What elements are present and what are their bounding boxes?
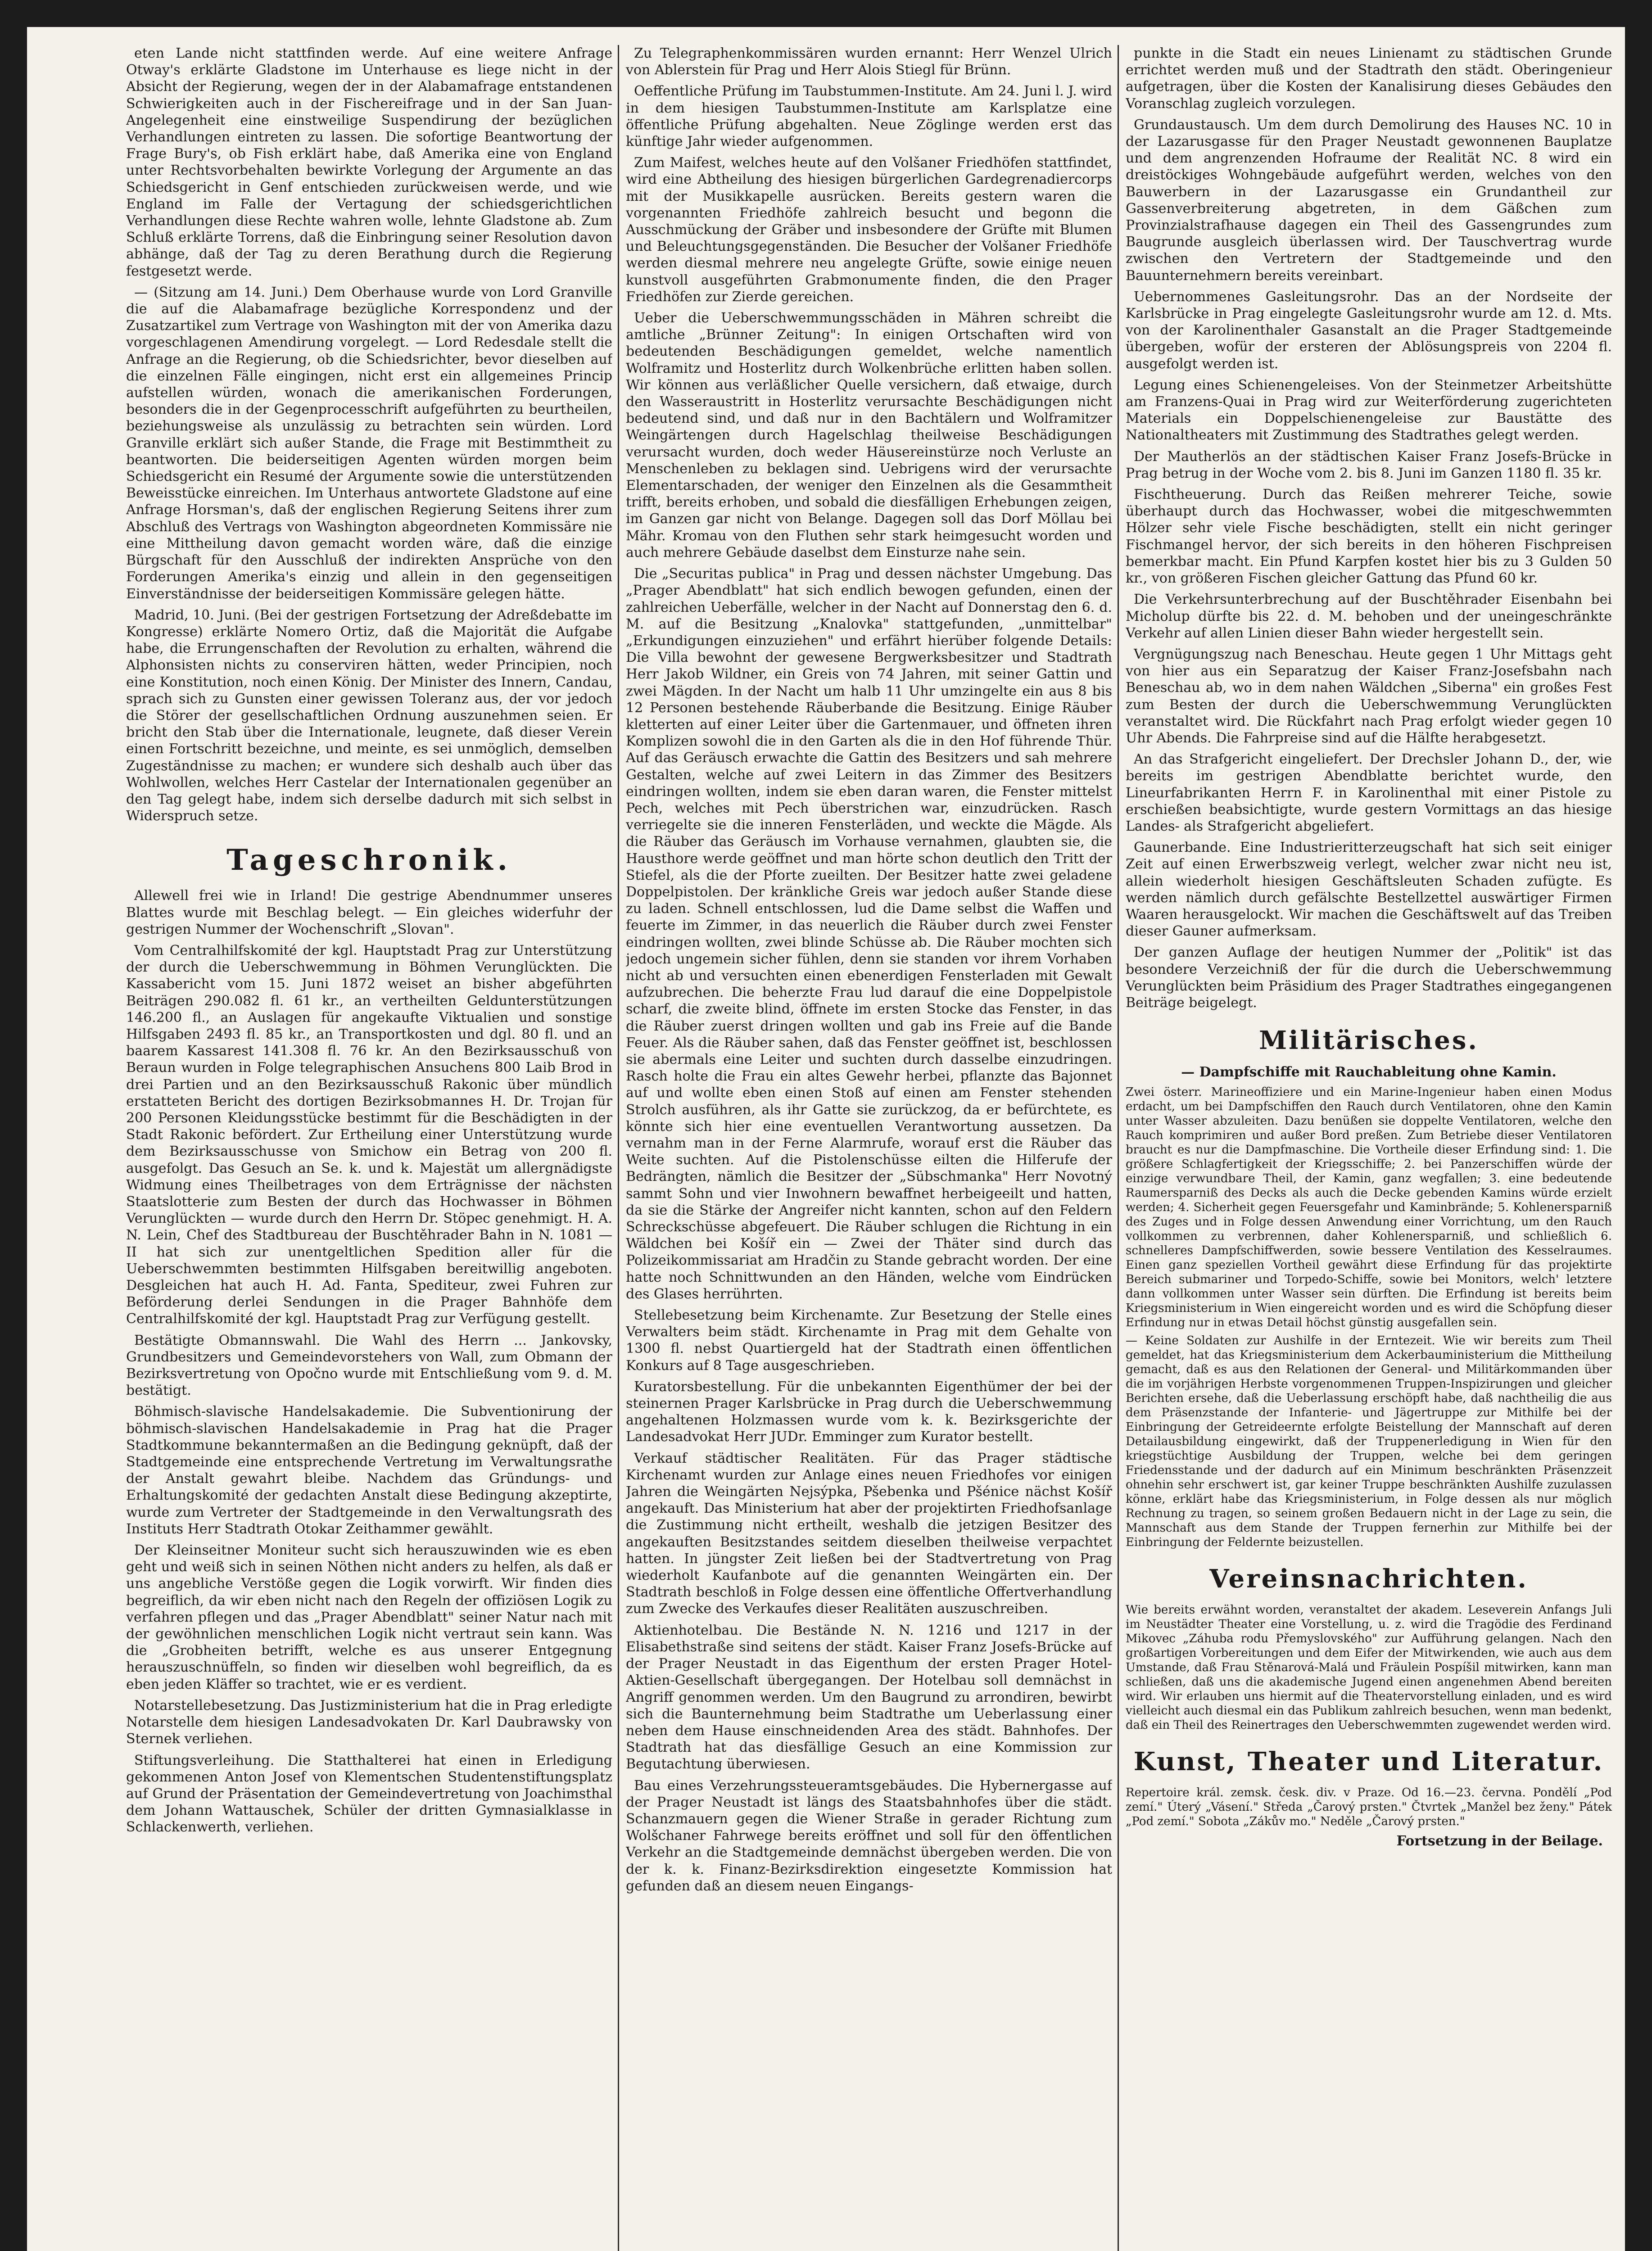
article-paragraph: — (Sitzung am 14. Juni.) Dem Oberhause wurde von Lord Granville die auf die Alabamafrage bezügliche Korrespondenz und der Zusatzartikel zum Vertrage von Washington mit der von Amerika dazu vorgeschlagenen Amendirung vorgelegt. — Lord Redesdale stellt die Anfrage an die Regierung, ob die Schiedsrichter, bevor dieselben auf die einzelnen Fälle eingingen, nicht erst ein allgemeines Princip aufstellen würden, wonach die amerikanischen Forderungen, besonders die in der Gegenprocesschrift aufgeführten zu beurtheilen, beziehungsweise als unzulässig zu betrachten sein würden. Lord Granville erklärt sich außer Stande, die Frage mit Bestimmtheit zu beantworten. Die beiderseitigen Agenten würden morgen beim Schiedsgericht ein Resumé der Argumente sowie die unterstützenden Beweisstücke einreichen. Im Unterhaus antwortete Gladstone auf eine Anfrage Horsman's, daß der englischen Regierung Seitens ihrer zum Abschluß des Vertrags von Washington abgeordneten Kommissäre nie eine Mittheilung davon gemacht worden wäre, daß die einzige Bürgschaft für den Ausschluß der indirekten Ansprüche von den Forderungen Amerika's einzig und allein in den gegenseitigen Einverständnisse der beiderseitigen Kommissäre gelegen hätte. <box>126 284 612 602</box>
article-paragraph: Stiftungsverleihung. Die Statthalterei hat einen in Erledigung gekommenen Anton Josef von Klementschen Studentenstiftungsplatz auf Grund der Präsentation der Gemeindevertretung von Joachimsthal dem Johann Wattauschek, Schüler der dritten Gymnasialklasse in Schlackenwerth, verliehen. <box>126 1752 612 1835</box>
article-paragraph: Die Verkehrsunterbrechung auf der Buschtěhrader Eisenbahn bei Micholup dürfte bis 22. d. M. behoben und der uneingeschränkte Verkehr auf allen Linien dieser Bahn wieder hergestellt sein. <box>1126 592 1612 641</box>
article-paragraph: Zum Maifest, welches heute auf den Volšaner Friedhöfen stattfindet, wird eine Abtheilung des hiesigen bürgerlichen Gardegrenadiercorps mit der Musikkapelle ausrücken. Bereits gestern waren die vorgenannten Friedhöfe zahlreich besucht und begonn die Ausschmückung der Gräber und insbesondere der Grüfte mit Blumen und Beleuchtungsgegenständen. Die Besucher der Volšaner Friedhöfe werden diesmal mehrere neu angelegte Grüfte, sowie einige neuen kunstvoll ausgeführten Grabmonumente finden, die den Prager Friedhöfen zur Zierde gereichen. <box>626 155 1112 305</box>
article-paragraph: Kuratorsbestellung. Für die unbekannten Eigenthümer der bei der steinernen Prager Karlsbrücke in Prag durch die Ueberschwemmung angehaltenen Holzmassen wurde vom k. k. Bezirksgerichte der Landesadvokat Herr JUDr. Emminger zum Kurator bestellt. <box>626 1379 1112 1445</box>
article-paragraph: Grundaustausch. Um dem durch Demolirung des Hauses NC. 10 in der Lazarusgasse für den Prager Neustadt gewonnenen Bauplatze und dem angrenzenden Hofraume der Realität NC. 8 wird ein dreistöckiges Wohngebäude aufgeführt werden, welches von den Bauwerbern in der Lazarusgasse ein Grundantheil zur Gassenverbreiterung abgetreten, in dem Gäßchen zum Provinzialstrafhause dagegen ein Theil des Gassengrundes zum Baugrunde ausgleich überlassen wird. Der Tauschvertrag wurde zwischen den Vertretern der Stadtgemeinde und den Bauunternehmern bereits vereinbart. <box>1126 117 1612 284</box>
article-paragraph: Der ganzen Auflage der heutigen Nummer der „Politik" ist das besondere Verzeichniß der für die durch die Ueberschwemmung Verunglückten beim Präsidium des Prager Stadtrathes eingegangenen Beiträge beigelegt. <box>1126 945 1612 1011</box>
continuation-note: Fortsetzung in der Beilage. <box>1396 1833 1603 1849</box>
section-title: Militärisches. <box>1259 1026 1479 1056</box>
article-paragraph: Der Mautherlös an der städtischen Kaiser Franz Josefs-Brücke in Prag betrug in der Woche vom 2. bis 8. Juni im Ganzen 1180 fl. 35 kr. <box>1126 448 1612 481</box>
article-paragraph: — Keine Soldaten zur Aushilfe in der Erntezeit. Wie wir bereits zum Theil gemeldet, hat das Kriegsministerium dem Ackerbauministerium die Mittheilung gemacht, daß es aus den Relationen der General- und Militärkommanden über die im vorjährigen Herbste vorgenommenen Truppen-Inspizirungen und gleicher Berichten ersehe, daß die Ueberlassung erschöpft habe, daß nachtheilig die aus dem Präsenzstande der Infanterie- und Jägertruppe zur Mithilfe bei der Einbringung der Getreideernte erfolgte Beistellung der Mannschaft auf deren Detailausbildung eingewirkt, daß der Truppenerledigung in Wien für den kriegstüchtige Ausbildung der Truppen, welche bei dem geringen Friedensstande und der dadurch auf ein Minimum beschränkten Präsenzzeit ohnehin sehr erschwert ist, gar keiner Truppe beschränkten Aushilfe zuzulassen könne, erklärt habe das Kriegsministerium, in Folge dessen als nur möglich Rechnung zu tragen, so seinem großen Bedauern nicht in der Lage zu sein, die Mannschaft aus dem Stande der Truppen fernerhin zur Mithilfe bei der Einbringung der Feldernte beizustellen. <box>1126 1334 1612 1550</box>
article-subtitle: — Dampfschiffe mit Rauchableitung ohne Kamin. <box>1181 1064 1557 1080</box>
article-paragraph: Vom Centralhilfskomité der kgl. Hauptstadt Prag zur Unterstützung der durch die Ueberschwemmung in Böhmen Verunglückten. Die Kassabericht vom 15. Juni 1872 weiset an bisher abgeführten Beiträgen 290.082 fl. 61 kr., an vertheilten Geldunterstützungen 146.200 fl., an Auslagen für angekaufte Viktualien und sonstige Hilfsgaben 2493 fl. 85 kr., an Transportkosten und dgl. 80 fl. und an baarem Kassarest 141.308 fl. 76 kr. An den Bezirksausschuß von Beraun wurden in Folge telegraphischen Ansuchens 800 Laib Brod in drei Partien und an den Bezirksausschuß Rakonic über mündlich erstatteten Bericht des dortigen Bezirksobmannes H. Dr. Trojan für 200 Personen Kleidungsstücke bestimmt für die Beschädigten in der Stadt Rakonic befördert. Zur Ertheilung einer Unterstützung wurde dem Bezirksausschusse von Smichow ein Betrag von 200 fl. ausgefolgt. Das Gesuch an Se. k. und k. Majestät um allergnädigste Widmung eines Theilbetrages von dem Erträgnisse der nächsten Staatslotterie zum Besten der durch das Hochwasser in Böhmen Verunglückten — wurde durch den Herrn Dr. Stöpec genehmigt. H. A. N. Lein, Chef des Stadtbureau der Buschtěhrader Bahn in N. 1081 — II hat sich zur unentgeltlichen Spedition aller für die Ueberschwemmten bestimmten Hilfsgaben bereitwillig angeboten. Desgleichen hat auch H. Ad. Fanta, Spediteur, zwei Fuhren zur Beförderung derlei Sendungen in die Prager Bahnhöfe dem Centralhilfskomité der kgl. Hauptstadt Prag zur Verfügung gestellt. <box>126 942 612 1327</box>
article-paragraph: punkte in die Stadt ein neues Linienamt zu städtischen Grunde errichtet werden muß und der Stadtrath den städt. Oberingenieur aufgetragen, über die Kosten der Kanalisirung dieses Gebäudes den Voranschlag zugleich vorzulegen. <box>1126 45 1612 112</box>
newspaper-page <box>27 27 1625 2251</box>
column-2 <box>626 45 1112 2251</box>
column-3 <box>1126 45 1612 2251</box>
article-paragraph: Verkauf städtischer Realitäten. Für das Prager städtische Kirchenamt wurden zur Anlage eines neuen Friedhofes vor einigen Jahren die Weingärten Nejsýpka, Pšebenka und Pšénice nächst Košíř angekauft. Das Ministerium hat aber der projektirten Friedhofsanlage die Zustimmung nicht ertheilt, weshalb die jetzigen Besitzer des angekauften Besitzstandes seitdem dieselben theilweise verpachtet hatten. In jüngster Zeit ließen bei der Stadtvertretung von Prag wiederholt Kaufanbote auf die genannten Weingärten ein. Der Stadtrath beschloß in Folge dessen eine öffentliche Offertverhandlung zum Zwecke des Verkaufes dieser Realitäten auszuschreiben. <box>626 1450 1112 1617</box>
article-paragraph: Madrid, 10. Juni. (Bei der gestrigen Fortsetzung der Adreßdebatte im Kongresse) erklärte Nomero Ortiz, daß die Majorität die Aufgabe habe, die Errungenschaften der Revolution zu erhalten, während die Alphonsisten nichts zu conserviren hätten, weder Principien, noch eine Konstitution, noch einen König. Der Minister des Innern, Candau, sprach sich zu Gunsten einer gewissen Toleranz aus, der vor jedoch die Störer der gesellschaftlichen Ordnung auszunehmen seien. Er bricht den Stab über die Internationale, leugnete, daß dieser Verein einen Fortschritt bezeichne, und meinte, es sei unmöglich, demselben Zugeständnisse zu machen; er wundere sich deshalb auch über das Wohlwollen, welches Herr Castelar der Internationalen gegenüber an den Tag gelegt habe, indem sich derselbe dadurch mit sich selbst in Widerspruch setze. <box>126 607 612 824</box>
article-paragraph: Zwei österr. Marineoffiziere und ein Marine-Ingenieur haben einen Modus erdacht, um bei Dampfschiffen den Rauch durch Ventilatoren, ohne den Kamin unter Wasser abzuleiten. Dazu benüßen sie doppelte Ventilatoren, welche den Rauch komprimiren und außer Bord preßen. Zum Betriebe dieser Ventilatoren braucht es nur die Dampfmaschine. Die Vortheile dieser Erfindung sind: 1. Die größere Schlagfertigkeit der Kriegsschiffe; 2. bei Panzerschiffen würde der einzige verwundbare Theil, der Kamin, ganz wegfallen; 3. eine bedeutende Raumersparniß des Decks als auch die Decke gebenden Kamins würde erzielt werden; 4. Sicherheit gegen Feuersgefahr und Kaminbrände; 5. Kohlenersparniß des Zuges und in Folge dessen Anwendung einer Vorrichtung, um den Rauch vollkommen zu verbrennen, daher Kohlenersparniß, und schließlich 6. schnelleres Dampfschiffwerden, sowie bessere Ventilation des Kesselraumes. Einen ganz speziellen Vortheil gewährt diese Erfindung für das projektirte Bereich submariner und Torpedo-Schiffe, sowie bei Monitors, welch' letztere dann vollkommen unter Wasser sein dürften. Die Erfindung ist bereits beim Kriegsministerium in Wien eingereicht worden und es wird die Schöpfung dieser Erfindung nur in etwas Detail höchst günstig ausgefallen sein. <box>1126 1085 1612 1330</box>
column-rule <box>618 45 619 2251</box>
article-paragraph: Repertoire král. zemsk. česk. div. v Praze. Od 16.—23. června. Pondělí „Pod zemí." Úterý „Vásení." Středa „Čarový prsten." Čtvrtek „Manžel bez ženy." Pátek „Pod zemí." Sobota „Zákův mo." Neděle „Čarový prsten." <box>1126 1786 1612 1829</box>
article-paragraph: Legung eines Schienengeleises. Von der Steinmetzer Arbeitshütte am Franzens-Quai in Prag wird zur Weiterförderung zugerichteten Materials ein Doppelschienengeleise zur Baustätte des Nationaltheaters mit Zustimmung des Stadtrathes gelegt werden. <box>1126 377 1612 443</box>
article-paragraph: Vergnügungszug nach Beneschau. Heute gegen 1 Uhr Mittags geht von hier aus ein Separatzug der Kaiser Franz-Josefsbahn nach Beneschau ab, wo in dem nahen Wäldchen „Siberna" ein großes Fest zum Besten der durch die Ueberschwemmung Verunglückten veranstaltet wird. Die Rückfahrt nach Prag erfolgt wieder gegen 10 Uhr Abends. Die Fahrpreise sind auf die Hälfte herabgesetzt. <box>1126 646 1612 746</box>
article-paragraph: Notarstellebesetzung. Das Justizministerium hat die in Prag erledigte Notarstelle dem hiesigen Landesadvokaten Dr. Karl Daubrawsky von Sternek verliehen. <box>126 1697 612 1747</box>
section-title: Kunst, Theater und Literatur. <box>1133 1747 1604 1777</box>
article-paragraph: eten Lande nicht stattfinden werde. Auf eine weitere Anfrage Otway's erklärte Gladstone im Unterhause es liege nicht in der Absicht der Regierung, wegen der in der Alabamafrage entstandenen Schwierigkeiten auch in der Fischereifrage und in der San Juan-Angelegenheit eine einstweilige Suspendirung der bezüglichen Verhandlungen eintreten zu lassen. Die sofortige Beantwortung der Frage Bury's, ob Fish erklärt habe, daß Amerika eine von England unter Rechtsvorbehalten bewirkte Vorlegung der Argumente an das Schiedsgericht in Genf entschieden zurückweisen werde, und wie England im Falle der Vertagung der schiedsgerichtlichen Verhandlungen diese Rechte wahren wolle, lehnte Gladstone ab. Zum Schluß erklärte Torrens, daß die Einbringung seiner Resolution davon abhänge, daß der Tag zu deren Berathung durch die Regierung festgesetzt werde. <box>126 45 612 279</box>
article-paragraph: Bestätigte Obmannswahl. Die Wahl des Herrn ... Jankovsky, Grundbesitzers und Gemeindevorstehers von Wall, zum Obmann der Bezirksvertretung von Opočno wurde mit Entschließung vom 9. d. M. bestätigt. <box>126 1332 612 1399</box>
article-paragraph: An das Strafgericht eingeliefert. Der Drechsler Johann D., der, wie bereits im gestrigen Abendblatte berichtet wurde, den Lineurfabrikanten Herrn F. in Karolinenthal mit einer Pistole zu erschießen beabsichtigte, wurde gestern Vormittags an das hiesige Landes- als Strafgericht abgeliefert. <box>1126 751 1612 834</box>
section-title: Tageschronik. <box>226 843 512 877</box>
article-paragraph: Gaunerbande. Eine Industrieritterzeugschaft hat sich seit einiger Zeit auf einen Erwerbszweig verlegt, welcher zwar nicht neu ist, allein wiederholt hiesigen Geschäftsleuten Schaden zufügte. Es werden nämlich durch gefälschte Bestellzettel auswärtiger Firmen Waaren herausgelockt. Wir machen die Geschäftswelt auf das Treiben dieser Gauner aufmerksam. <box>1126 840 1612 940</box>
article-paragraph: Der Kleinseitner Moniteur sucht sich herauszuwinden wie es eben geht und weiß sich in seinen Nöthen nicht anders zu helfen, als daß er uns angebliche Verstöße gegen die Logik vorwirft. Wir finden dies begreiflich, da wir eben nicht nach den Regeln der offiziösen Logik zu verfahren pflegen und das „Prager Abendblatt" seiner Natur nach mit der gewöhnlichen menschlichen Logik nicht vertraut sein kann. Was die „Grobheiten betrifft, welche es aus unserer Entgegnung herauszuschnüffeln, so finden wir dieselben wohl begreiflich, da es eben jeden Kläffer so trachtet, wie er es verdient. <box>126 1542 612 1692</box>
article-paragraph: Allewell frei wie in Irland! Die gestrige Abendnummer unseres Blattes wurde mit Beschlag belegt. — Ein gleiches widerfuhr der gestrigen Nummer der Wochenschrift „Slovan". <box>126 888 612 937</box>
article-paragraph: Die „Securitas publica" in Prag und dessen nächster Umgebung. Das „Prager Abendblatt" hat sich endlich bewogen gefunden, einen der zahlreichen Ueberfälle, welcher in der Nacht auf Donnerstag den 6. d. M. auf die Besitzung „Knalovka" stattgefunden, „unmittelbar" „Erkundigungen einzuziehen" und erfährt hierüber folgende Details: Die Villa bewohnt der gewesene Bergwerksbesitzer und Stadtrath Herr Jakob Wildner, ein Greis von 74 Jahren, mit seiner Gattin und zwei Mägden. In der Nacht um halb 11 Uhr umzingelte ein aus 8 bis 12 Personen bestehende Räuberbande die Besitzung. Einige Räuber kletterten auf einer Leiter über die Gartenmauer, und öffneten ihren Komplizen sowohl die in den Garten als die in den Hof führende Thür. Auf das Geräusch erwachte die Gattin des Besitzers und sah mehrere Gestalten, welche auf zwei Leitern in das Zimmer des Besitzers eindringen wollten, indem sie eben daran waren, die Fenster mittelst Pech, welches mit Pech überstrichen war, einzudrücken. Rasch verriegelte sie die inneren Fensterläden, und weckte die Mägde. Als die Räuber das Geräusch im Vorhause vernahmen, glaubten sie, die Hausthore werde geöffnet und man hörte schon deutlich den Tritt der Stiefel, als die der Pforte zueilten. Der Besitzer hatte zwei geladene Doppelpistolen. Der kränkliche Greis war jedoch außer Stande diese zu laden. Schnell entschlossen, lud die Dame selbst die Waffen und feuerte im Zimmer, in das neuerlich die Räuber durch zwei Fenster eindringen wollten, zwei blinde Schüsse ab. Die Räuber mochten sich jedoch ungemein sicher fühlen, denn sie standen vor ihrem Vorhaben nicht ab und versuchten einen ebenerdigen Fensterladen mit Gewalt aufzubrechen. Die beherzte Frau lud darauf die eine Doppelpistole scharf, die zweite blind, öffnete im ersten Stocke das Fenster, in das die Räuber zuerst dringen wollten und gab ins Freie auf die Bande Feuer. Als die Räuber sahen, daß das Fenster geöffnet ist, beschlossen sie abermals eine Leiter und suchten durch dasselbe einzudringen. Rasch holte die Frau ein altes Gewehr herbei, pflanzte das Bajonnet auf und wollte eben einen Stoß auf einen am Fenster stehenden Strolch ausführen, als ihr Gatte sie zurückzog, da er befürchtete, es könnte sich hier eine eventuellen Verantwortung aussetzen. Da vernahm man in der Ferne Alarmrufe, worauf erst die Räuber das Weite suchten. Auf die Pistolenschüsse eilten die Hilferufe der Bedrängten, nämlich die Besitzer der „Sübschmanka" Herr Novotný sammt Sohn und vier Inwohnern bewaffnet herbeigeeilt und hatten, da sie die Stärke der Angreifer nicht kannten, schon auf den Feldern Schreckschüsse abgefeuert. Die Räuber schlugen die Richtung in ein Wäldchen bei Košíř ein — Zwei der Thäter sind durch das Polizeikommissariat am Hradčin zu Stande gebracht worden. Der eine hatte noch Schnittwunden an den Händen, welche vom Eindrücken des Glases herrührten. <box>626 566 1112 1302</box>
article-paragraph: Oeffentliche Prüfung im Taubstummen-Institute. Am 24. Juni l. J. wird in dem hiesigen Taubstummen-Institute am Karlsplatze eine öffentliche Prüfung abgehalten. Neue Zöglinge werden erst das künftige Jahr wieder aufgenommen. <box>626 83 1112 150</box>
article-paragraph: Ueber die Ueberschwemmungsschäden in Mähren schreibt die amtliche „Brünner Zeitung": In einigen Ortschaften wird von bedeutenden Beschädigungen gemeldet, welche namentlich Wolframitz und Hosterlitz durch Wolkenbrüche erlitten haben sollen. Wir können aus verläßlicher Quelle versichern, daß etwaige, durch den Wasseraustritt in Hosterlitz verursachte Beschädigungen nicht bedeutend sind, und daß nur in den Bachtälern und Wolframitzer Weingärtengen durch Hagelschlag theilweise Beschädigungen verursacht wurden, doch weder Häusereinstürze noch Verluste an Menschenleben zu beklagen sind. Uebrigens wird der verursachte Elementarschaden, der weniger den Einzelnen als die Gesammtheit trifft, bereits erhoben, und sobald die diesfälligen Erhebungen zeigen, im Ganzen gar nicht von Belange. Dagegen soll das Dorf Möllau bei Mähr. Kromau von den Fluthen sehr stark heimgesucht worden und auch mehrere Gebäude daselbst dem Einsturze nahe sein. <box>626 310 1112 560</box>
article-paragraph: Zu Telegraphenkommissären wurden ernannt: Herr Wenzel Ulrich von Ablerstein für Prag und Herr Alois Stiegl für Brünn. <box>626 45 1112 78</box>
article-paragraph: Bau eines Verzehrungssteueramtsgebäudes. Die Hybernergasse auf der Prager Neustadt ist längs des Staatsbahnhofes über die städt. Schanzmauern gegen die Wiener Straße in gerader Richtung zum Wolšchaner Fahrwege bereits eröffnet und soll für den öffentlichen Verkehr an die Stadtgemeinde demnächst übergeben werden. Die von der k. k. Finanz-Bezirksdirektion eingesetzte Kommission hat gefunden daß an diesem neuen Eingangs- <box>626 1777 1112 1894</box>
article-paragraph: Wie bereits erwähnt worden, veranstaltet der akadem. Leseverein Anfangs Juli im Neustädter Theater eine Vorstellung, u. z. wird die Tragödie des Ferdinand Mikovec „Záhuba rodu Přemyslovského" zur Aufführung gelangen. Nach den großartigen Vorbereitungen und dem Eifer der Mitwirkenden, wie auch aus dem Umstande, daß Frau Stěnarová-Malá und Fräulein Pospíšil mitwirken, kann man schließen, daß uns die akademische Jugend einen angenehmen Abend bereiten wird. Wir erlauben uns hiermit auf die Theatervorstellung einladen, und es wird vielleicht auch diesmal ein das Publikum zahlreich besuchen, wenn man bedenkt, daß ein Theil des Reinertrages den Ueberschwemmten zugewendet werden wird. <box>1126 1603 1612 1732</box>
column-rule <box>1118 45 1119 2251</box>
article-paragraph: Aktienhotelbau. Die Bestände N. N. 1216 und 1217 in der Elisabethstraße sind seitens der städt. Kaiser Franz Josefs-Brücke auf der Prager Neustadt in das Eigenthum der ersten Prager Hotel-Aktien-Gesellschaft übergegangen. Der Hotelbau soll demnächst in Angriff genommen werden. Um den Baugrund zu arrondiren, bewirbt sich die Baunternehmung beim Stadtrathe um Ueberlassung einer neben dem Hause einschneidenden Area des städt. Bahnhofes. Der Stadtrath hat das diesfällige Gesuch an eine Kommission zur Begutachtung überwiesen. <box>626 1622 1112 1772</box>
article-paragraph: Stellebesetzung beim Kirchenamte. Zur Besetzung der Stelle eines Verwalters beim städt. Kirchenamte in Prag mit dem Gehalte von 1300 fl. nebst Quartiergeld hat der Stadtrath einen öffentlichen Konkurs auf 8 Tage ausgeschrieben. <box>626 1307 1112 1374</box>
section-title: Vereinsnachrichten. <box>1209 1564 1528 1594</box>
article-paragraph: Fischtheuerung. Durch das Reißen mehrerer Teiche, sowie überhaupt durch das Hochwasser, wobei die mitgeschwemmten Hölzer sehr viele Fische beschädigten, stellt ein nicht geringer Fischmangel hervor, der sich bereits in den höheren Fischpreisen bemerkbar macht. Ein Pfund Karpfen kostet hier bis zu 3 Gulden 50 kr., von größeren Fischen gleicher Gattung das Pfund 60 kr. <box>1126 487 1612 587</box>
article-paragraph: Böhmisch-slavische Handelsakademie. Die Subventionirung der böhmisch-slavischen Handelsakademie in Prag hat die Prager Stadtkommune bekanntermaßen an die Bedingung geknüpft, daß der Stadtgemeinde eine entsprechende Vertretung im Verwaltungsrathe der Anstalt gewahrt bleibe. Nachdem das Gründungs- und Erhaltungskomité der gedachten Anstalt diese Bedingung akzeptirte, wurde zum Vertreter der Stadtgemeinde in den Verwaltungsrath des Instituts Herr Stadtrath Otokar Zeithammer gewählt. <box>126 1404 612 1537</box>
column-1 <box>126 45 612 2251</box>
article-paragraph: Uebernommenes Gasleitungsrohr. Das an der Nordseite der Karlsbrücke in Prag eingelegte Gasleitungsrohr wurde am 12. d. Mts. von der Karolinenthaler Gasanstalt an die Prager Stadtgemeinde übergeben, wofür der ersteren der Ablösungspreis von 2204 fl. ausgefolgt werden ist. <box>1126 289 1612 372</box>
